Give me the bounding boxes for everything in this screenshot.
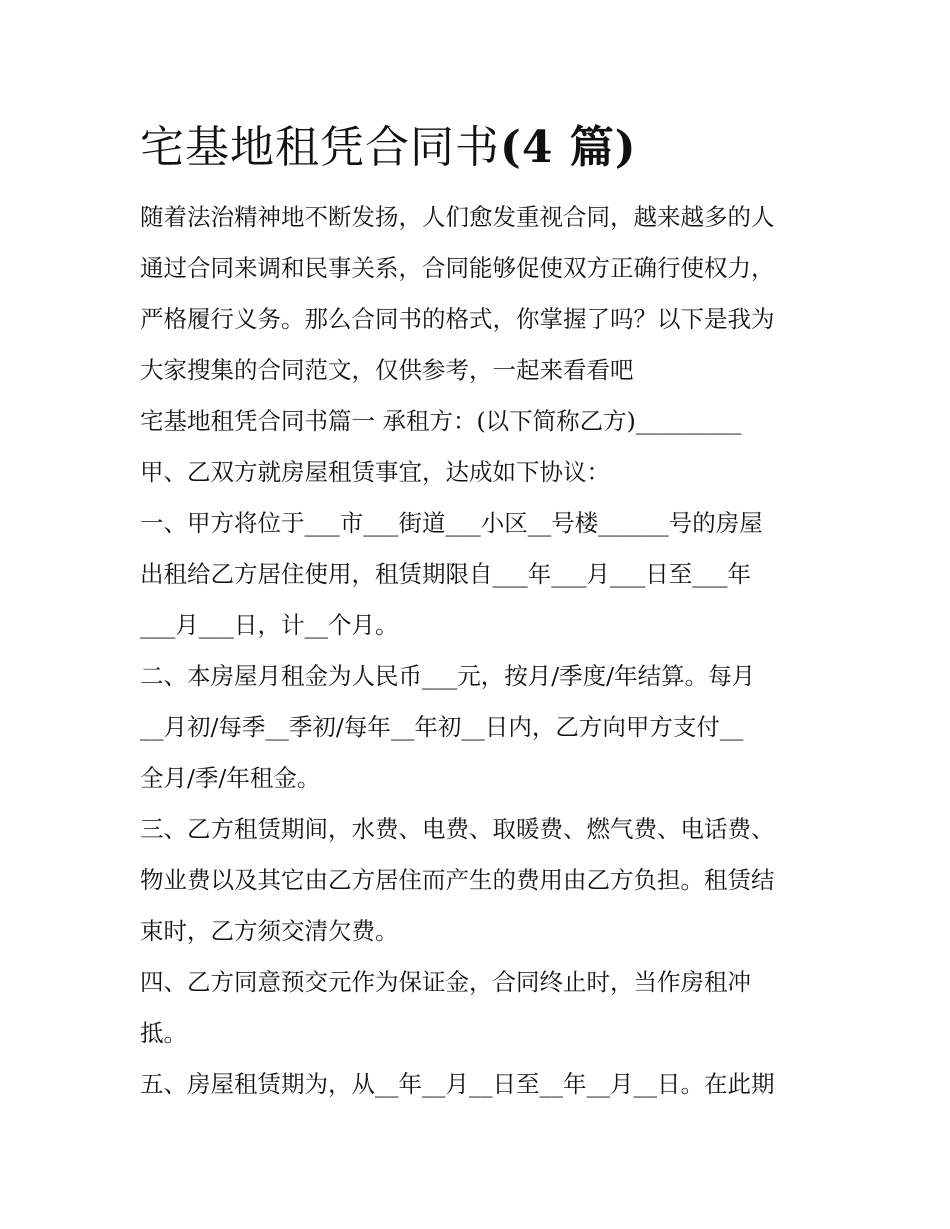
body-line-2: 通过合同来调和民事关系，合同能够促使双方正确行使权力， bbox=[140, 254, 775, 282]
body-line-14: 物业费以及其它由乙方居住而产生的费用由乙方负担。租赁结 bbox=[140, 866, 775, 894]
body-line-5: 宅基地租凭合同书篇一 承租方：(以下简称乙方)_________ bbox=[140, 407, 742, 435]
body-line-4: 大家搜集的合同范文，仅供参考，一起来看看吧 bbox=[140, 356, 634, 384]
body-line-10: 二、本房屋月租金为人民币___元，按月/季度/年结算。每月 bbox=[140, 662, 756, 690]
body-line-1: 随着法治精神地不断发扬，人们愈发重视合同，越来越多的人 bbox=[140, 203, 775, 231]
document-title bbox=[140, 112, 820, 184]
body-line-12: 全月/季/年租金。 bbox=[140, 764, 321, 792]
document-body bbox=[140, 192, 820, 1110]
body-line-18: 五、房屋租赁期为，从__年__月__日至__年__月__日。在此期 bbox=[140, 1070, 775, 1098]
body-line-16: 四、乙方同意预交元作为保证金，合同终止时，当作房租冲 bbox=[140, 968, 751, 996]
body-line-3: 严格履行义务。那么合同书的格式，你掌握了吗？以下是我为 bbox=[140, 305, 775, 333]
body-line-6: 甲、乙双方就房屋租赁事宜，达成如下协议： bbox=[140, 458, 610, 486]
title-main: 宅基地租凭合同书 bbox=[140, 122, 500, 173]
document-page bbox=[140, 112, 820, 1110]
body-line-9: ___月___日，计__个月。 bbox=[140, 611, 399, 639]
body-line-11: __月初/每季__季初/每年__年初__日内，乙方向甲方支付__ bbox=[140, 713, 744, 741]
body-line-7: 一、甲方将位于___市___街道___小区__号楼______号的房屋 bbox=[140, 509, 763, 537]
body-line-17: 抵。 bbox=[140, 1019, 187, 1047]
body-line-8: 出租给乙方居住使用，租赁期限自___年___月___日至___年 bbox=[140, 560, 751, 588]
title-suffix: (4 篇) bbox=[500, 122, 637, 173]
body-line-13: 三、乙方租赁期间，水费、电费、取暖费、燃气费、电话费、 bbox=[140, 815, 775, 843]
body-line-15: 束时，乙方须交清欠费。 bbox=[140, 917, 399, 945]
